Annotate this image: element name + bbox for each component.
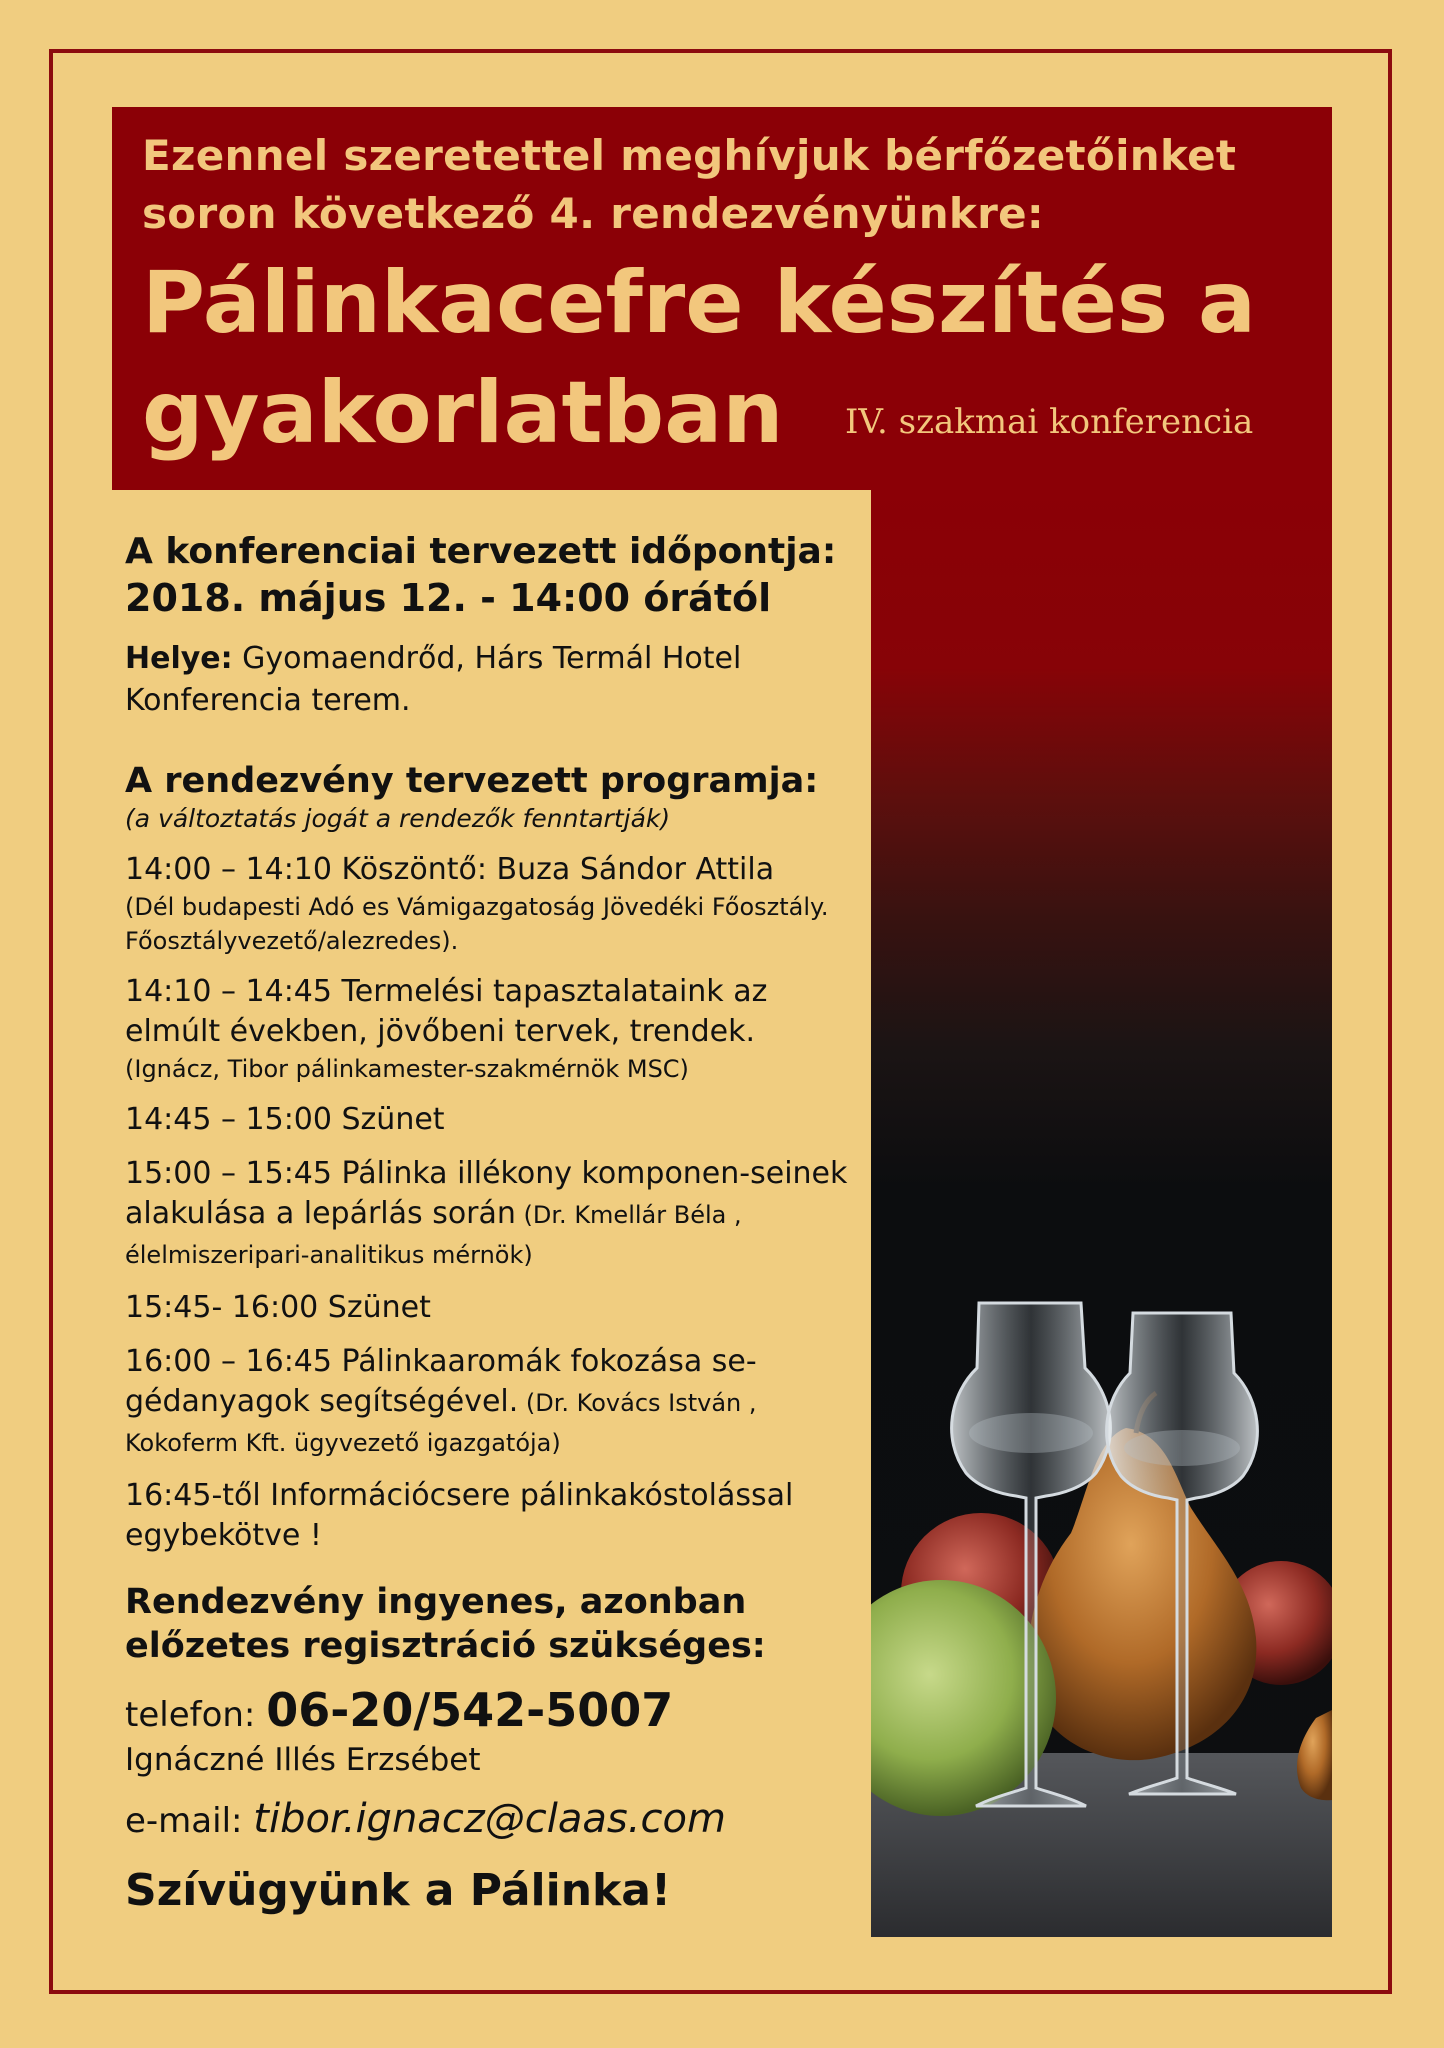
program-note: (a változtatás jogát a rendezők fenntartják) — [125, 804, 671, 833]
venue — [125, 638, 860, 722]
program-item — [125, 1342, 860, 1462]
program-item-main: 15:00 – 15:45 Pálinka illékony komponen-seinek alakulása a lepárlás során — [125, 1156, 848, 1231]
program-item — [125, 1154, 860, 1274]
program-item — [125, 1288, 860, 1328]
invite-line-1: Ezennel szeretettel meghívjuk bérfőzetőinket — [142, 131, 1237, 180]
program-item-main: 16:00 – 16:45 Pálinkaaromák fokozása se-gédanyagok segítségével. — [125, 1344, 757, 1419]
phone-label: telefon: — [125, 1695, 267, 1735]
invite-line-2: soron következő 4. rendezvényünkre: — [142, 189, 1045, 238]
venue-value-line-1: Gyomaendrőd, Hárs Termál Hotel — [232, 641, 742, 676]
program-item-detail: (Dr. Kovács István , Kokoferm Kft. ügyvezető igazgatója) — [125, 1389, 757, 1457]
program-title: A rendezvény tervezett programja: — [125, 761, 819, 801]
email-label: e-mail: — [125, 1801, 254, 1841]
registration-line-1: Rendezvény ingyenes, azonban — [125, 1582, 747, 1622]
slogan: Szívügyünk a Pálinka! — [125, 1865, 672, 1916]
program-item-detail: (Dr. Kmellár Béla , élelmiszeripari-analitikus mérnök) — [125, 1201, 742, 1269]
program-item-detail: (Dél budapesti Adó es Vámigazgatoság Jövedéki Főosztály. Főosztályvezető/alezredes). — [125, 893, 829, 955]
email-contact — [125, 1795, 860, 1845]
venue-value-line-2: Konferencia terem. — [125, 683, 411, 718]
program-item — [125, 850, 860, 958]
event-subtitle: IV. szakmai konferencia — [845, 402, 1254, 442]
date-value: 2018. május 12. - 14:00 órától — [125, 576, 772, 620]
program-item-main: 14:45 – 15:00 Szünet — [125, 1102, 445, 1137]
venue-label: Helye: — [125, 641, 233, 676]
phone-number[interactable]: 06-20/542-5007 — [266, 1683, 674, 1737]
program-item-main: 14:00 – 14:10 Köszöntő: Buza Sándor Attila — [125, 852, 775, 887]
event-title-line-1: Pálinkacefre készítés a — [142, 253, 1257, 353]
email-address[interactable]: tibor.ignacz@claas.com — [253, 1796, 726, 1842]
program-item — [125, 972, 860, 1086]
registration-note — [125, 1580, 860, 1668]
program-item — [125, 1476, 860, 1556]
phone-contact — [125, 1683, 860, 1739]
event-title-line-2: gyakorlatban — [142, 363, 784, 463]
palinka-glasses-photo — [871, 488, 1332, 1937]
program-item-main: 14:10 – 14:45 Termelési tapasztalataink az elmúlt években, jövőbeni tervek, trendek. — [125, 974, 768, 1049]
contact-person: Ignáczné Illés Erzsébet — [125, 1742, 481, 1778]
event-details — [125, 530, 860, 1919]
program-item-main: 15:45- 16:00 Szünet — [125, 1290, 431, 1325]
photo-column — [871, 488, 1332, 1937]
program-item-main: 16:45-től Információcsere pálinkakóstolással egybekötve ! — [125, 1478, 794, 1553]
registration-line-2: előzetes regisztráció szükséges: — [125, 1626, 766, 1666]
date-label: A konferenciai tervezett időpontja: — [125, 531, 837, 572]
program-item — [125, 1100, 860, 1140]
program-item-detail: (Ignácz, Tibor pálinkamester-szakmérnök MSC) — [125, 1055, 689, 1083]
